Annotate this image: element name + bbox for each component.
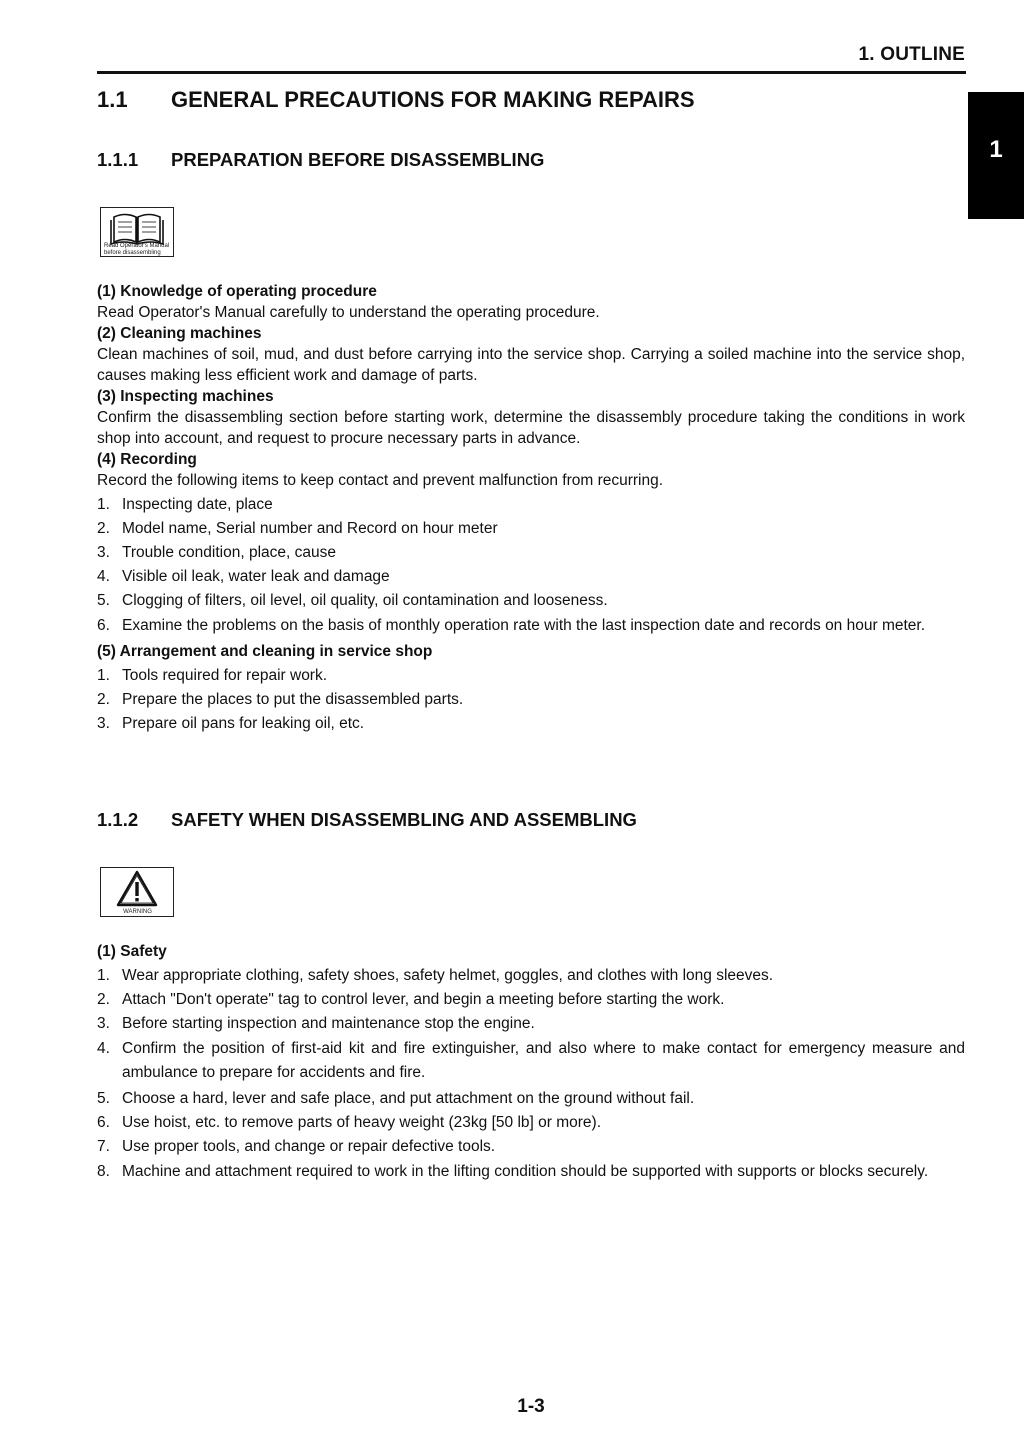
list-item: 6. Examine the problems on the basis of monthly operation rate with the last inspection date and records on hour meter. <box>97 617 926 634</box>
list-item: 4. Visible oil leak, water leak and damage <box>97 568 390 585</box>
list-item: 3. Before starting inspection and maintenance stop the engine. <box>97 1015 535 1032</box>
item-heading: (4) Recording <box>97 451 197 468</box>
page-number: 1-3 <box>517 1396 545 1417</box>
subsection-number: 1.1.2 <box>97 809 139 830</box>
chapter-tab-number: 1 <box>989 136 1003 163</box>
warning-icon-caption: WARNING <box>123 909 152 915</box>
safety-heading: (1) Safety <box>97 943 167 960</box>
item-heading: (1) Knowledge of operating procedure <box>97 283 377 300</box>
item-text: Clean machines of soil, mud, and dust before carrying into the service shop. Carrying a soiled machine into the service shop, causes making less efficient work and damage of parts. <box>97 346 965 384</box>
section-title-text: GENERAL PRECAUTIONS FOR MAKING REPAIRS <box>171 87 695 112</box>
list-item: 2. Prepare the places to put the disassembled parts. <box>97 691 464 708</box>
list-item: 1. Wear appropriate clothing, safety shoes, safety helmet, goggles, and clothes with long sleeves. <box>97 967 774 984</box>
item-text: Confirm the disassembling section before starting work, determine the disassembly procedure taking the conditions in work shop into account, and request to procure necessary parts in advance. <box>97 409 965 447</box>
chapter-tab <box>968 92 1024 219</box>
section-title <box>97 87 695 113</box>
arrangement-list <box>97 665 965 734</box>
item-text: Read Operator's Manual carefully to understand the operating procedure. <box>97 304 600 321</box>
recording-list <box>97 494 965 638</box>
list-item: 5. Clogging of filters, oil level, oil quality, oil contamination and looseness. <box>97 592 608 609</box>
list-item: 2. Model name, Serial number and Record on hour meter <box>97 520 498 537</box>
list-item: 8. Machine and attachment required to work in the lifting condition should be supported with supports or blocks securely. <box>97 1163 929 1180</box>
item-heading: (3) Inspecting machines <box>97 388 274 405</box>
warning-triangle-icon <box>101 869 173 909</box>
list-item: 7. Use proper tools, and change or repair defective tools. <box>97 1138 496 1155</box>
arrangement-heading: (5) Arrangement and cleaning in service shop <box>97 643 433 660</box>
list-item: 4. Confirm the position of first-aid kit and fire extinguisher, and also where to make contact for emergency measure and ambulance to prepare for accidents and fire. <box>97 1040 965 1081</box>
subsection-title <box>97 149 545 171</box>
list-item: 3. Prepare oil pans for leaking oil, etc. <box>97 715 365 732</box>
manual-icon-caption: Read Operator's Manual before disassembling <box>104 243 170 256</box>
manual-icon-box <box>100 207 174 257</box>
running-head: 1. OUTLINE <box>858 44 965 65</box>
section-number: 1.1 <box>97 87 128 112</box>
item-text: Record the following items to keep contact and prevent malfunction from recurring. <box>97 472 664 489</box>
list-item: 5. Choose a hard, lever and safe place, and put attachment on the ground without fail. <box>97 1090 695 1107</box>
subsection-number: 1.1.1 <box>97 149 139 170</box>
preparation-content <box>97 281 965 737</box>
subsection-title-text: PREPARATION BEFORE DISASSEMBLING <box>171 149 545 170</box>
list-item: 3. Trouble condition, place, cause <box>97 544 336 561</box>
subsection-title <box>97 809 637 831</box>
subsection-title-text: SAFETY WHEN DISASSEMBLING AND ASSEMBLING <box>171 809 637 830</box>
safety-list <box>97 965 965 1184</box>
safety-content <box>97 941 965 1187</box>
open-book-icon <box>101 209 173 245</box>
list-item: 1. Inspecting date, place <box>97 496 273 513</box>
header-rule <box>97 71 966 74</box>
warning-icon-box <box>100 867 174 917</box>
list-item: 1. Tools required for repair work. <box>97 667 328 684</box>
list-item: 2. Attach "Don't operate" tag to control lever, and begin a meeting before starting the work. <box>97 991 725 1008</box>
list-item: 6. Use hoist, etc. to remove parts of heavy weight (23kg [50 lb] or more). <box>97 1114 601 1131</box>
item-heading: (2) Cleaning machines <box>97 325 262 342</box>
